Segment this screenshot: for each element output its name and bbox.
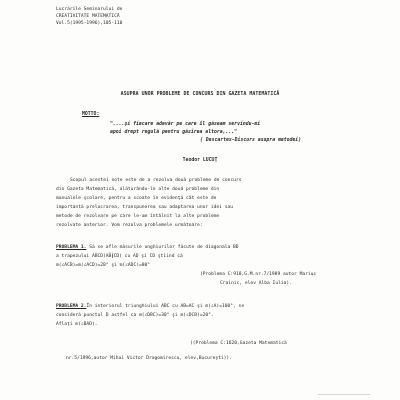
problem-1-text-1: Să se afle măsurile unghiurilor făcute de diagonala BD xyxy=(86,245,239,250)
problem-2-source-1: ((Problema C:1620,Gazeta Matematică xyxy=(190,341,287,346)
journal-name: Lucrările Seminarului de xyxy=(56,7,123,12)
problem-2-line-3: Aflaţi m(∠BAD). xyxy=(56,322,98,327)
problem-1-line-1 xyxy=(56,245,239,250)
volume-pages: Vol.5(1995-1996),105-110 xyxy=(56,21,123,26)
problem-1-source-1: (Problema C:918,G.M.nr.7/1989 autor Marius xyxy=(200,272,317,277)
motto-label: MOTTO: xyxy=(82,112,100,117)
motto-line-1: "....şi fiecare adevăr pe care îl găseam servindu-mi xyxy=(110,122,261,127)
motto-attribution: ( Descartes-Discurs asupra metodei) xyxy=(200,138,302,143)
problem-1-line-3: m(∠ACB)=m(∠ACD)=20° şi m(∠ADC)=80° xyxy=(56,263,151,268)
problem-2-source-2: nr.5/1996,autor Mihai Victor Dragomirescu, elev,Bucureşti)). xyxy=(66,356,232,361)
intro-line-1: Scopul acestei note este de a rezolva două probleme de concurs xyxy=(70,178,242,183)
paper-title: ASUPRA UNOR PROBLEME DE CONCURS DIN GAZETA MATEMATICĂ xyxy=(120,91,280,97)
problem-1-source-2: Crainic, elev Alba Iulia). xyxy=(220,281,292,286)
intro-line-2: din Gazeta Matematică, alăturându-le alte două probleme din xyxy=(56,187,220,192)
intro-line-5: metode de rezolvare pe care le-am întâlnit la alte probleme xyxy=(56,214,220,219)
problem-2-line-1 xyxy=(56,304,244,309)
problem-2-line-2: consideră punctul D astfel ca m(∠DBC)=30° şi m(∠DCB)=20°. xyxy=(56,313,214,318)
problem-2-text-1: În interiorul triunghiului ABC cu AB=AC şi m(∠A)=100°, se xyxy=(86,304,245,309)
motto-line-2: apoi drept regulă pentru găsirea altora,..." xyxy=(110,130,238,135)
intro-line-3: manualele şcolare, pentru a scoate în evidenţă cât este de xyxy=(56,196,217,201)
problem-1-label: PROBLEMA 1. xyxy=(56,245,87,250)
intro-line-6: rezolvate anterior. Vom rezolva problemele următoare: xyxy=(56,223,203,228)
scan-edge-line xyxy=(318,394,370,395)
journal-series: CREATIVITATE MATEMATICĂ xyxy=(56,14,120,19)
author-name: Teodor LUCUŢ xyxy=(182,158,218,163)
problem-1-line-2: a trapezului ABCD(AB̅∥CD) cu AD şi CD ştiind că xyxy=(56,254,183,259)
intro-line-4: importantă prelucrarea, transpunerea sau adaptarea unor idei sau xyxy=(56,205,234,210)
problem-2-label: PROBLEMA 2. xyxy=(56,304,87,309)
